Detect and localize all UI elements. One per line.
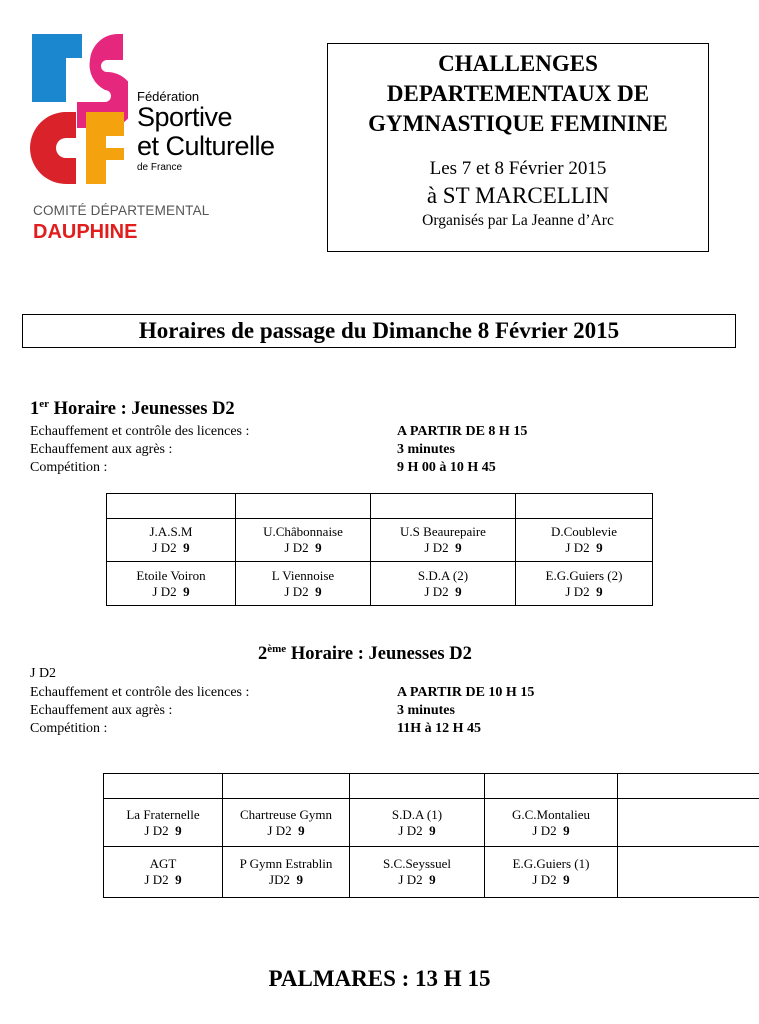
event-header-box — [327, 43, 709, 252]
session2-table — [103, 773, 759, 898]
team-cell: AGT J D2 9 — [104, 847, 223, 898]
team-cell: S.C.Seyssuel J D2 9 — [350, 847, 485, 898]
team-cell: S.D.A (1) J D2 9 — [350, 799, 485, 847]
team-cell: E.G.Guiers (2) J D2 9 — [516, 562, 653, 606]
header-title-line1: CHALLENGES — [438, 51, 598, 76]
session1-heading — [30, 398, 235, 420]
session2-category: J D2 — [30, 666, 57, 681]
table-row — [107, 519, 653, 562]
session1-label-2: Compétition : — [30, 460, 108, 475]
team-cell: E.G.Guiers (1) J D2 9 — [485, 847, 618, 898]
region-label: DAUPHINE — [33, 221, 138, 243]
team-cell: S.D.A (2) J D2 9 — [371, 562, 516, 606]
logo-wordmark — [137, 90, 275, 173]
logo-red-shape — [30, 112, 76, 184]
session1-value-0: A PARTIR DE 8 H 15 — [397, 424, 528, 439]
header-organizer: Organisés par La Jeanne d’Arc — [422, 212, 614, 229]
team-cell: Chartreuse Gymn J D2 9 — [223, 799, 350, 847]
session1-values — [397, 423, 527, 477]
logo-line2: Sportive — [137, 102, 233, 132]
header-dates: Les 7 et 8 Février 2015 — [429, 158, 607, 179]
session1-label-1: Echauffement aux agrès : — [30, 442, 173, 457]
session2-label-0: Echauffement et contrôle des licences : — [30, 685, 250, 700]
palmares-time: PALMARES : 13 H 15 — [268, 966, 491, 991]
session2-values — [397, 684, 534, 738]
empty-cell — [618, 847, 759, 898]
team-cell: J.A.S.M J D2 9 — [107, 519, 236, 562]
team-cell: G.C.Montalieu J D2 9 — [485, 799, 618, 847]
team-cell: Etoile Voiron J D2 9 — [107, 562, 236, 606]
logo-line1: Fédération — [137, 89, 200, 104]
logo-blue-bar — [32, 34, 82, 58]
header-title-line2: DEPARTEMENTAUX DE — [386, 81, 650, 106]
logo-line3: et Culturelle — [137, 131, 275, 161]
session1-title: Horaire : Jeunesses D2 — [49, 399, 235, 419]
team-cell: P Gymn Estrablin JD2 9 — [223, 847, 350, 898]
fscf-logo — [28, 30, 128, 185]
session2-heading — [258, 643, 472, 665]
team-cell: U.S Beaurepaire J D2 9 — [371, 519, 516, 562]
session1-ordinal-sup: er — [39, 398, 50, 410]
session2-ordinal-sup: ème — [267, 643, 287, 655]
table-row — [104, 847, 759, 898]
session1-labels — [30, 423, 249, 477]
session2-label-2: Compétition : — [30, 721, 108, 736]
session2-value-1: 3 minutes — [397, 703, 455, 718]
session1-value-2: 9 H 00 à 10 H 45 — [397, 460, 496, 475]
session2-value-0: A PARTIR DE 10 H 15 — [397, 685, 535, 700]
session1-value-1: 3 minutes — [397, 442, 455, 457]
session1-ordinal: 1 — [30, 399, 40, 419]
table-row — [104, 799, 759, 847]
session2-ordinal: 2 — [258, 644, 268, 664]
table-row — [107, 562, 653, 606]
empty-cell — [618, 799, 759, 847]
logo-line4: de France — [137, 162, 183, 173]
comite-label: COMITÉ DÉPARTEMENTAL — [33, 203, 210, 218]
header-title-line3: GYMNASTIQUE FEMININE — [368, 111, 668, 136]
page-title: Horaires de passage du Dimanche 8 Février 2015 — [22, 314, 736, 348]
session2-value-2: 11H à 12 H 45 — [397, 721, 482, 736]
table-header-row — [104, 774, 759, 799]
team-cell: D.Coublevie J D2 9 — [516, 519, 653, 562]
table-header-row — [107, 494, 653, 519]
header-place: à ST MARCELLIN — [426, 183, 610, 208]
session1-table — [106, 493, 653, 606]
team-cell: U.Châbonnaise J D2 9 — [236, 519, 371, 562]
session2-labels — [30, 684, 249, 738]
session2-title: Horaire : Jeunesses D2 — [286, 644, 472, 664]
team-cell: La Fraternelle J D2 9 — [104, 799, 223, 847]
team-cell: L Viennoise J D2 9 — [236, 562, 371, 606]
session1-label-0: Echauffement et contrôle des licences : — [30, 424, 250, 439]
session2-label-1: Echauffement aux agrès : — [30, 703, 173, 718]
